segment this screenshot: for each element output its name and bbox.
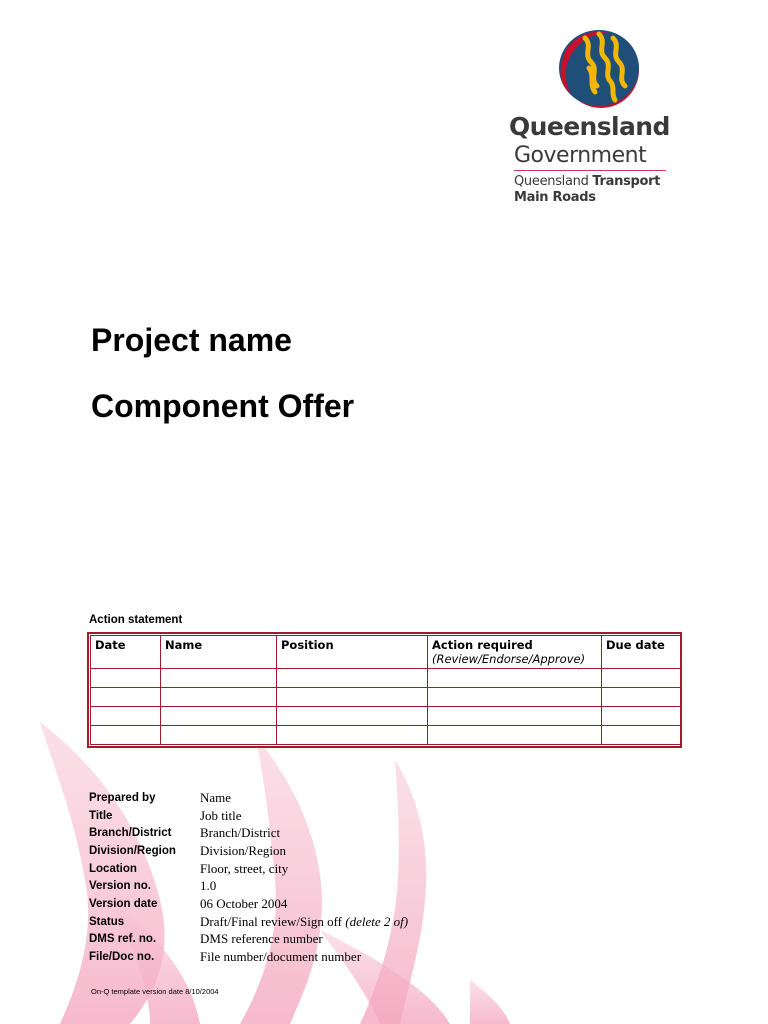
table-cell-position[interactable] xyxy=(277,669,428,688)
table-cell-due-date[interactable] xyxy=(602,707,681,726)
logo-wordmark-government: Government xyxy=(514,143,647,168)
logo-divider xyxy=(514,170,666,171)
column-header-sublabel: (Review/Endorse/Approve) xyxy=(432,652,586,666)
logo-department-line xyxy=(514,174,660,189)
table-cell-action-required[interactable] xyxy=(428,707,602,726)
detail-value: 1.0 xyxy=(200,878,217,894)
table-cell-action-required[interactable] xyxy=(428,726,602,745)
detail-label: File/Doc no. xyxy=(89,951,155,964)
detail-row-version-date xyxy=(89,895,408,913)
table-cell-action-required[interactable] xyxy=(428,669,602,688)
detail-label: Version date xyxy=(89,897,158,910)
column-header-label: Name xyxy=(165,638,203,652)
queensland-emblem-icon xyxy=(549,28,641,110)
table-row xyxy=(91,669,681,688)
project-name-heading: Project name xyxy=(91,322,292,358)
status-text: Draft/Final review/Sign off xyxy=(200,913,346,929)
detail-label: Location xyxy=(89,862,137,875)
table-cell-name[interactable] xyxy=(161,726,277,745)
detail-value: Branch/District xyxy=(200,825,281,841)
table-header-row xyxy=(91,636,681,669)
detail-label: Version no. xyxy=(89,880,151,893)
column-header-name xyxy=(161,636,277,669)
detail-row-location xyxy=(89,860,408,878)
template-version-note: On-Q template version date 8/10/2004 xyxy=(91,987,219,996)
action-statement-heading: Action statement xyxy=(89,614,183,626)
detail-row-division-region xyxy=(89,842,408,860)
table-cell-due-date[interactable] xyxy=(602,669,681,688)
table-cell-name[interactable] xyxy=(161,669,277,688)
table-row xyxy=(91,726,681,745)
detail-row-version-no xyxy=(89,877,408,895)
detail-row-title xyxy=(89,807,408,825)
detail-value: Job title xyxy=(200,807,242,823)
detail-row-dms-ref-no xyxy=(89,931,408,949)
table-cell-due-date[interactable] xyxy=(602,688,681,707)
action-statement-table-frame xyxy=(87,632,682,748)
detail-value: Floor, street, city xyxy=(200,860,289,876)
queensland-government-logo xyxy=(505,28,680,213)
table-cell-date[interactable] xyxy=(91,688,161,707)
detail-value: DMS reference number xyxy=(200,931,323,947)
detail-label: Status xyxy=(89,915,125,928)
detail-value xyxy=(200,914,408,930)
table-row xyxy=(91,688,681,707)
detail-label: Division/Region xyxy=(89,844,176,857)
table-cell-name[interactable] xyxy=(161,688,277,707)
table-cell-date[interactable] xyxy=(91,707,161,726)
column-header-label: Date xyxy=(95,638,126,652)
column-header-date xyxy=(91,636,161,669)
detail-row-status xyxy=(89,913,408,931)
status-note: (delete 2 of) xyxy=(345,913,409,929)
table-cell-name[interactable] xyxy=(161,707,277,726)
logo-division-line: Main Roads xyxy=(514,190,596,205)
table-row xyxy=(91,707,681,726)
detail-label: Title xyxy=(89,809,113,822)
detail-value: Division/Region xyxy=(200,842,286,858)
detail-value: File number/document number xyxy=(200,949,362,965)
action-statement-table xyxy=(90,635,681,745)
table-cell-position[interactable] xyxy=(277,726,428,745)
detail-label: Prepared by xyxy=(89,791,156,804)
detail-label: DMS ref. no. xyxy=(89,933,157,946)
column-header-label: Action required xyxy=(432,638,533,652)
table-cell-action-required[interactable] xyxy=(428,688,602,707)
detail-row-prepared-by xyxy=(89,789,408,807)
detail-value: 06 October 2004 xyxy=(200,895,288,911)
document-title-heading: Component Offer xyxy=(91,388,355,424)
detail-row-file-doc-no xyxy=(89,948,408,966)
logo-department-bold: Transport xyxy=(592,174,661,189)
table-cell-date[interactable] xyxy=(91,726,161,745)
column-header-due-date xyxy=(602,636,681,669)
detail-value: Name xyxy=(200,789,232,805)
table-cell-due-date[interactable] xyxy=(602,726,681,745)
column-header-label: Due date xyxy=(606,638,665,652)
detail-row-branch-district xyxy=(89,824,408,842)
column-header-position xyxy=(277,636,428,669)
logo-department-regular: Queensland xyxy=(514,174,593,189)
table-cell-date[interactable] xyxy=(91,669,161,688)
logo-wordmark-queensland: Queensland xyxy=(509,112,670,141)
table-cell-position[interactable] xyxy=(277,707,428,726)
document-details xyxy=(89,789,408,966)
detail-label: Branch/District xyxy=(89,827,172,840)
column-header-action-required xyxy=(428,636,602,669)
column-header-label: Position xyxy=(281,638,334,652)
table-cell-position[interactable] xyxy=(277,688,428,707)
